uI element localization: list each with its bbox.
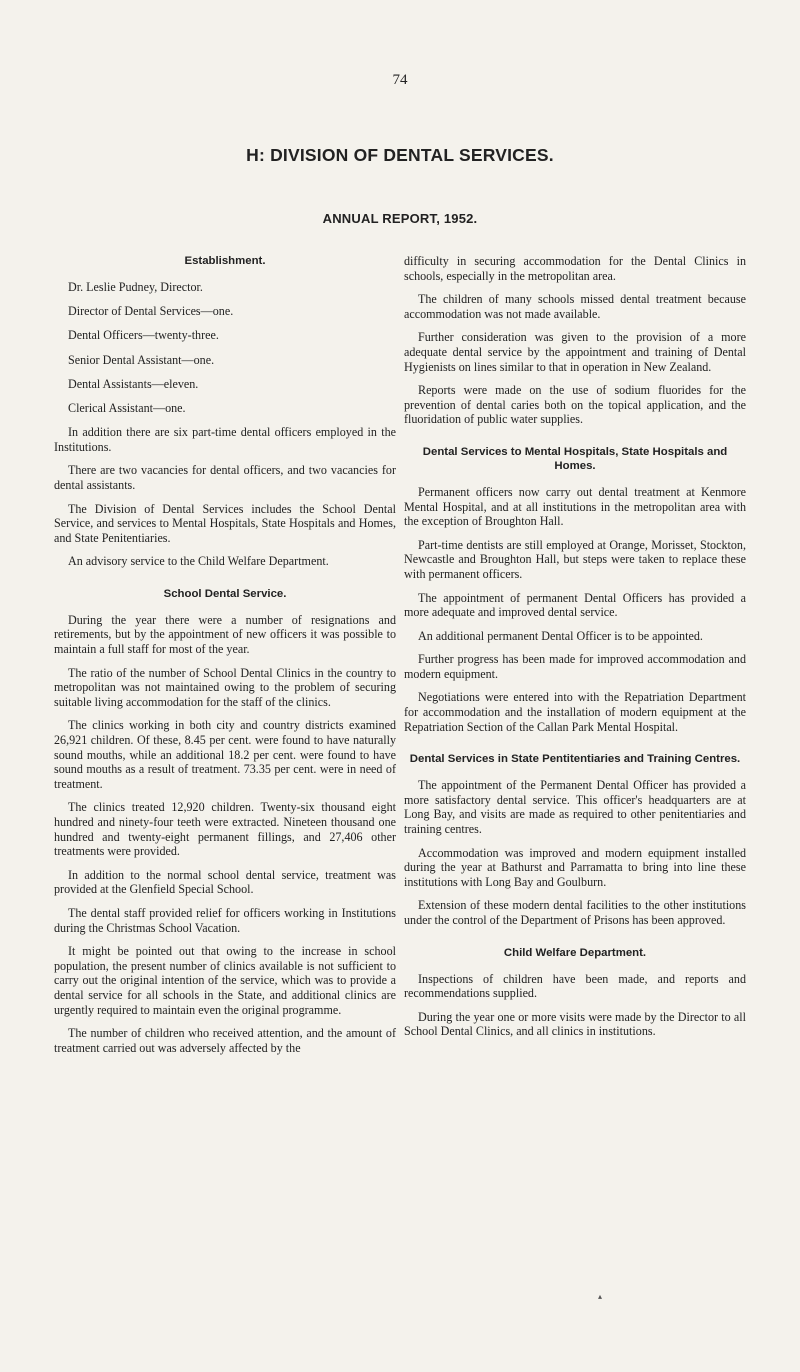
child-welfare-heading: Child Welfare Department. xyxy=(503,946,647,959)
paragraph: The Division of Dental Services includes the School Dental Service, and services to Mental Hospitals, State Hospitals and Homes, and State Penitentiaries. xyxy=(54,501,396,545)
paragraph: The appointment of permanent Dental Officers has provided a more adequate and improved dental service. xyxy=(404,590,746,620)
establishment-list xyxy=(54,280,396,416)
paragraph: Negotiations were entered into with the Repatriation Department for accommodation and the installation of modern equipment at the Repatriation Section of the Callan Park Mental Hospital. xyxy=(404,690,746,734)
paragraph: The number of children who received attention, and the amount of treatment carried out was adversely affected by the xyxy=(54,1026,396,1055)
paragraph: During the year one or more visits were made by the Director to all School Dental Clinics, and all clinics in institutions. xyxy=(404,1009,746,1039)
paragraph: It might be pointed out that owing to the increase in school population, the present number of clinics available is not sufficient to carry out the original intention of the service, which was to provide a dental service for all schools in the State, and additional clinics are urgently required to maintain even the original programme. xyxy=(54,944,396,1017)
page-title: H: DIVISION OF DENTAL SERVICES. xyxy=(246,145,554,165)
paragraph: Further consideration was given to the provision of a more adequate dental service by the appointment and training of Dental Hygienists on lines similar to that in operation in New Zealand. xyxy=(404,330,746,374)
paragraph: In addition there are six part-time dental officers employed in the Institutions. xyxy=(54,425,396,454)
paragraph: Accommodation was improved and modern equipment installed during the year at Bathurst and Parramatta to bring into line these institutions with Long Bay and Goulburn. xyxy=(404,845,746,889)
paragraph: The children of many schools missed dental treatment because accommodation was not made available. xyxy=(404,292,746,321)
paragraph: Inspections of children have been made, and reports and recommendations supplied. xyxy=(404,971,746,1001)
paragraph: Further progress has been made for improved accommodation and modern equipment. xyxy=(404,652,746,681)
list-item: Senior Dental Assistant—one. xyxy=(68,352,215,367)
school-dental-service-heading: School Dental Service. xyxy=(163,587,287,600)
paragraph: difficulty in securing accommodation for the Dental Clinics in schools, especially in the metropolitan area. xyxy=(404,254,746,283)
list-item: Dental Officers—twenty-three. xyxy=(68,328,219,343)
penitentiaries-heading: Dental Services in State Pentitentiaries and Training Centres. xyxy=(409,753,741,766)
paragraph: Reports were made on the use of sodium fluorides for the prevention of dental caries both on the topical application, and the fluoridation of public water supplies. xyxy=(404,383,746,427)
paragraph: In addition to the normal school dental service, treatment was provided at the Glenfield Special School. xyxy=(54,867,396,897)
paragraph: Part-time dentists are still employed at Orange, Morisset, Stockton, Newcastle and Broughton Hall, but steps were taken to replace these with permanent officers. xyxy=(404,537,746,581)
page-number: 74 xyxy=(392,72,408,88)
paragraph: The ratio of the number of School Dental Clinics in the country to metropolitan was not maintained owing to the problem of securing suitable living accommodation for the staff of the clinics. xyxy=(54,665,396,709)
establishment-heading: Establishment. xyxy=(184,255,266,267)
paragraph: The dental staff provided relief for officers working in Institutions during the Christmas School Vacation. xyxy=(54,905,396,935)
list-item: Director of Dental Services—one. xyxy=(68,304,234,319)
left-column xyxy=(54,254,396,1064)
paragraph: Permanent officers now carry out dental treatment at Kenmore Mental Hospital, and at all institutions in the metropolitan area with the exception of Broughton Hall. xyxy=(404,484,746,529)
paragraph: The appointment of the Permanent Dental Officer has provided a more satisfactory dental service. This officer's headquarters are at Long Bay, and visits are made as required to other penitentiaries and training centres. xyxy=(404,778,746,837)
paragraph: The clinics working in both city and country districts examined 26,921 children. Of these, 8.45 per cent. were found to have naturally sound mouths, while an additional 18.2 per cent. were found to have sound mouths as a result of treatment. 73.35 per cent. were in need of treatment. xyxy=(54,718,396,791)
mental-hospitals-heading: Dental Services to Mental Hospitals, State Hospitals and Homes. xyxy=(422,445,728,472)
paragraph: There are two vacancies for dental officers, and two vacancies for dental assistants. xyxy=(54,463,396,492)
paragraph: An additional permanent Dental Officer is to be appointed. xyxy=(418,628,703,643)
paragraph: The clinics treated 12,920 children. Twenty-six thousand eight hundred and ninety-four teeth were extracted. Nineteen thousand one hundred and twenty-eight permanent fillings, and 27,406 other treatments were provided. xyxy=(54,800,396,859)
report-subtitle: ANNUAL REPORT, 1952. xyxy=(322,211,478,226)
paragraph: An advisory service to the Child Welfare Department. xyxy=(68,554,329,569)
list-item: Dental Assistants—eleven. xyxy=(68,376,199,391)
right-column xyxy=(404,254,746,1048)
paragraph: During the year there were a number of resignations and retirements, but by the appointment of new officers it was possible to maintain a full staff for most of the year. xyxy=(54,612,396,657)
paragraph: Extension of these modern dental facilities to the other institutions under the control of the Department of Prisons has been approved. xyxy=(404,898,746,927)
list-item: Clerical Assistant—one. xyxy=(68,400,186,415)
list-item: Dr. Leslie Pudney, Director. xyxy=(68,280,203,294)
print-mark-icon: ▴ xyxy=(598,1292,603,1301)
